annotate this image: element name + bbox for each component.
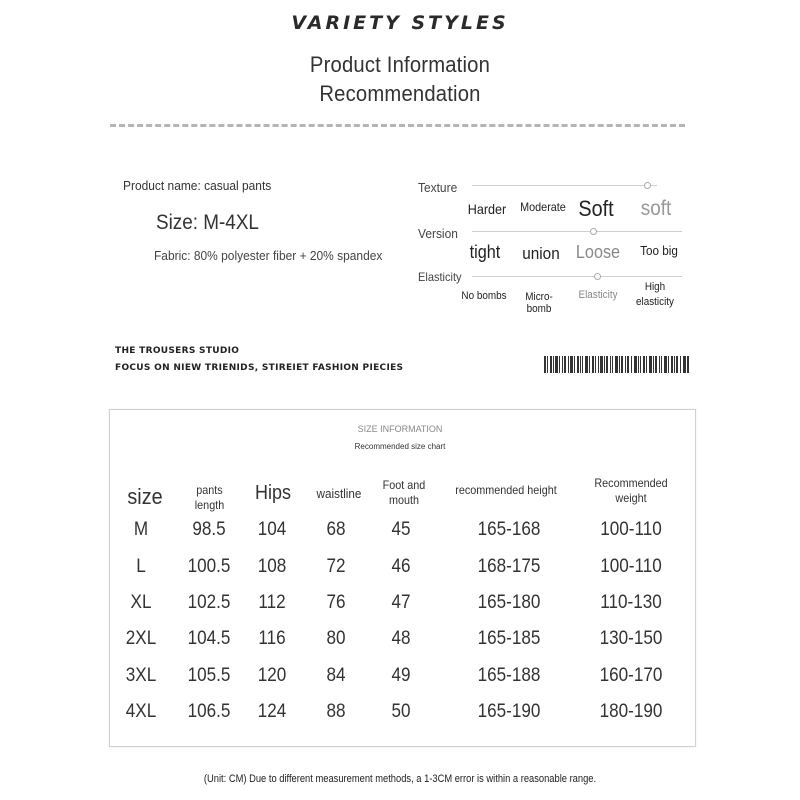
elasticity-option-micro-bomb: Micro-bomb — [525, 291, 553, 315]
table-cell-foot-mouth: 46 — [391, 556, 411, 577]
product-size: Size: M-4XL — [156, 211, 259, 234]
table-cell-size: 4XL — [125, 701, 157, 722]
header-recommended-height: recommended height — [455, 483, 557, 497]
table-cell-weight: 130-150 — [599, 628, 663, 649]
studio-name: THE TROUSERS STUDIO — [115, 346, 240, 356]
table-cell-weight: 100-110 — [600, 519, 662, 540]
texture-indicator-dot — [644, 182, 651, 189]
table-cell-size: L — [136, 556, 146, 577]
table-cell-height: 165-185 — [477, 628, 541, 649]
table-cell-height: 165-180 — [477, 592, 541, 613]
table-cell-weight: 100-110 — [600, 556, 662, 577]
table-cell-height: 165-168 — [477, 519, 541, 540]
elasticity-scale — [472, 276, 682, 277]
table-cell-size: 3XL — [125, 665, 157, 686]
table-cell-weight: 160-170 — [599, 665, 663, 686]
size-table-frame — [109, 409, 696, 747]
table-cell-foot-mouth: 50 — [391, 701, 411, 722]
header-size: size — [127, 484, 163, 509]
table-cell-waistline: 88 — [326, 701, 346, 722]
header-recommended-weight: Recommended weight — [594, 476, 668, 505]
table-cell-waistline: 84 — [326, 665, 346, 686]
version-scale — [472, 231, 682, 232]
version-indicator-dot — [590, 228, 597, 235]
table-cell-pants-length: 104.5 — [187, 628, 231, 649]
table-cell-waistline: 80 — [326, 628, 346, 649]
table-cell-pants-length: 98.5 — [192, 519, 226, 540]
elasticity-option-no-bombs: No bombs — [461, 290, 507, 302]
table-cell-hips: 104 — [257, 519, 287, 540]
elasticity-option-elasticity: Elasticity — [578, 289, 618, 301]
texture-label: Texture — [418, 180, 458, 195]
elasticity-label: Elasticity — [418, 270, 462, 284]
dashed-divider — [110, 124, 685, 127]
table-cell-foot-mouth: 49 — [391, 665, 411, 686]
studio-tagline: FOCUS ON NIEW TRIENIDS, STIREIET FASHION PIECIES — [115, 363, 404, 373]
table-cell-foot-mouth: 48 — [391, 628, 411, 649]
brand-title: VARIETY STYLES — [291, 12, 509, 34]
product-fabric: Fabric: 80% polyester fiber + 20% spandex — [154, 248, 383, 263]
page-title-line2: Recommendation — [319, 81, 481, 106]
texture-option-harder: Harder — [467, 201, 507, 217]
texture-option-moderate: Moderate — [520, 200, 566, 214]
table-cell-hips: 108 — [257, 556, 287, 577]
table-cell-hips: 116 — [258, 628, 286, 649]
header-pants-length: pants length — [194, 483, 225, 512]
table-cell-size: M — [133, 519, 149, 540]
header-waistline: waistline — [316, 486, 362, 501]
version-option-tight: tight — [469, 242, 501, 262]
table-cell-pants-length: 102.5 — [187, 592, 231, 613]
table-cell-waistline: 68 — [326, 519, 346, 540]
texture-scale — [472, 185, 657, 186]
table-cell-weight: 110-130 — [600, 592, 662, 613]
table-cell-waistline: 76 — [326, 592, 346, 613]
page-title-line1: Product Information — [309, 52, 491, 77]
table-cell-foot-mouth: 45 — [391, 519, 411, 540]
header-hips: Hips — [254, 482, 291, 504]
size-info-title: SIZE INFORMATION — [357, 424, 443, 434]
table-cell-pants-length: 100.5 — [187, 556, 231, 577]
table-cell-pants-length: 106.5 — [187, 701, 231, 722]
texture-option-soft-selected: soft — [640, 197, 672, 220]
table-cell-hips: 112 — [258, 592, 286, 613]
table-cell-waistline: 72 — [326, 556, 346, 577]
version-option-union: union — [522, 244, 560, 263]
table-cell-size: XL — [130, 592, 152, 613]
table-cell-hips: 124 — [257, 701, 287, 722]
elasticity-option-high-elasticity: High elasticity — [636, 281, 674, 308]
product-name: Product name: casual pants — [123, 178, 272, 193]
table-cell-height: 165-190 — [477, 701, 541, 722]
header-foot-and-mouth: Foot and mouth — [382, 478, 426, 507]
texture-option-soft: Soft — [578, 196, 614, 221]
version-option-too-big: Too big — [640, 243, 678, 258]
table-cell-pants-length: 105.5 — [187, 665, 231, 686]
barcode-graphic — [544, 356, 689, 373]
version-label: Version — [418, 226, 458, 241]
table-cell-height: 168-175 — [477, 556, 541, 577]
elasticity-indicator-dot — [594, 273, 601, 280]
table-cell-foot-mouth: 47 — [391, 592, 411, 613]
table-cell-weight: 180-190 — [599, 701, 663, 722]
table-cell-height: 165-188 — [477, 665, 541, 686]
measurement-note: (Unit: CM) Due to different measurement methods, a 1-3CM error is within a reasonable range. — [203, 773, 597, 785]
table-cell-size: 2XL — [125, 628, 157, 649]
version-option-loose: Loose — [575, 242, 621, 262]
table-cell-hips: 120 — [257, 665, 287, 686]
size-info-subtitle: Recommended size chart — [354, 442, 446, 451]
